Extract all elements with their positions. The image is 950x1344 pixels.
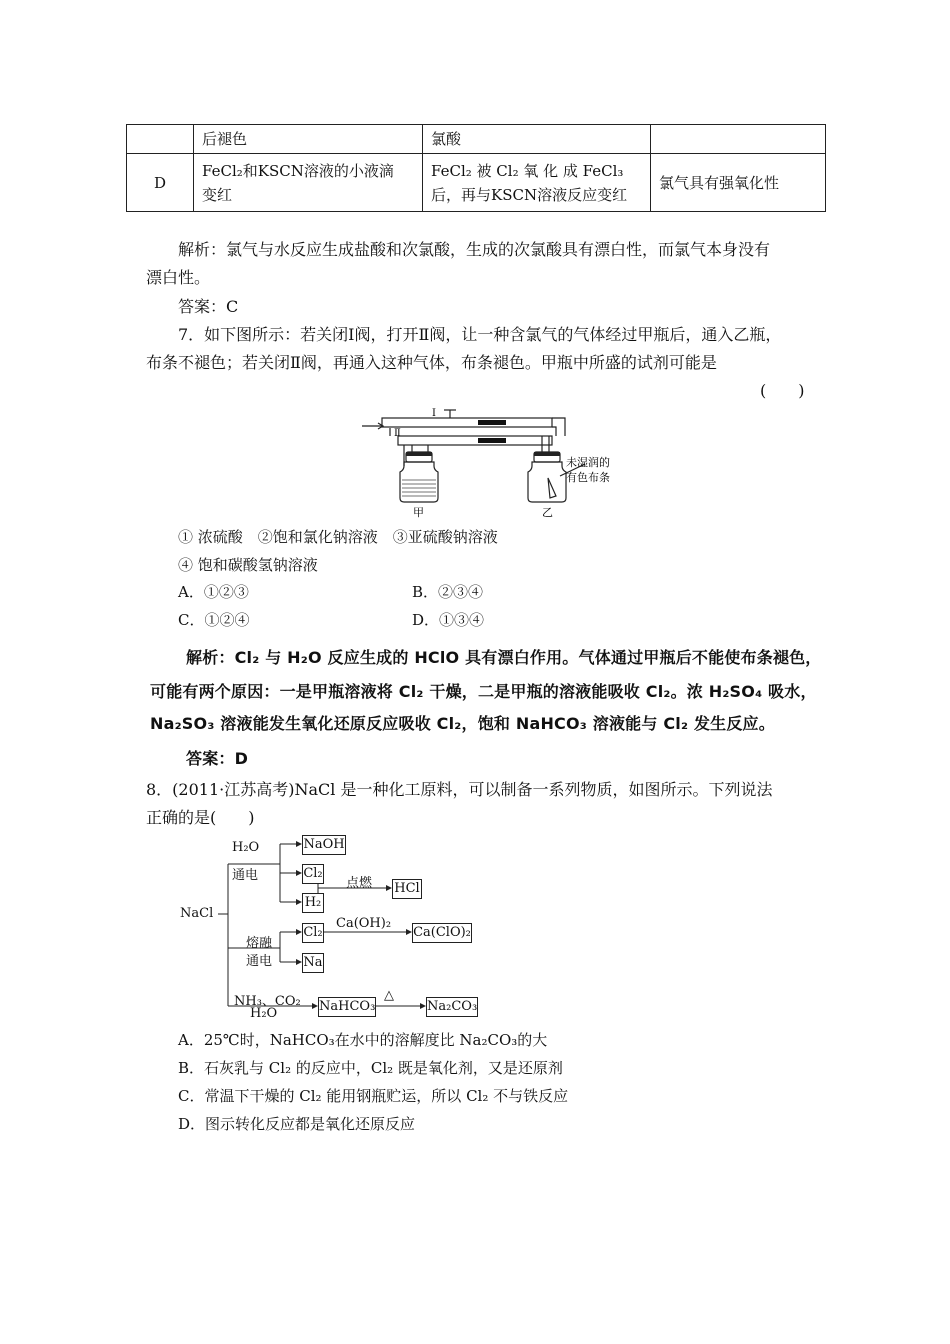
table-cell: 后褪色 [194, 125, 423, 154]
heat-triangle-icon: △ [384, 988, 394, 1003]
q8-stem-line2: 正确的是( ) [146, 808, 255, 827]
cell-line: 变红 [202, 185, 233, 204]
q6-answer: 答案：C [178, 297, 239, 316]
cell-line: FeCl₂和KSCN溶液的小液滴 [202, 161, 394, 180]
q7-analysis-line2: 可能有两个原因：一是甲瓶溶液将 Cl₂ 干燥，二是甲瓶的溶液能吸收 Cl₂。浓 H₂SO₄ 吸水， [150, 682, 817, 701]
table-cell [651, 125, 826, 154]
bottle-b [528, 462, 566, 502]
cl2-box: Cl₂ [302, 864, 324, 884]
tube-connector [478, 438, 506, 443]
q6-analysis-line1: 解析：氯气与水反应生成盐酸和次氯酸，生成的次氯酸具有漂白性，而氯气本身没有 [178, 240, 771, 259]
table-cell [194, 154, 423, 212]
colored-cloth-strip [548, 478, 556, 498]
nahco3-box: NaHCO₃ [318, 997, 376, 1017]
q7-stem-line1: 7．如下图所示：若关闭Ⅰ阀，打开Ⅱ阀，让一种含氯气的气体经过甲瓶后，通入乙瓶， [178, 325, 782, 344]
nacl-flow-diagram [170, 830, 490, 1020]
table-row [127, 154, 826, 212]
q7-choices-line1: ① 浓硫酸 ②饱和氯化钠溶液 ③亚硫酸钠溶液 [178, 528, 498, 546]
q7-stem-line2: 布条不褪色；若关闭Ⅱ阀，再通入这种气体，布条褪色。甲瓶中所盛的试剂可能是 [146, 353, 717, 372]
cell-line: 后，再与KSCN溶液反应变红 [431, 185, 628, 204]
q6-analysis-line2: 漂白性。 [146, 268, 211, 287]
q7-answer: 答案：D [186, 749, 249, 768]
tube-bend-inner [552, 427, 556, 436]
q7-answer-blank: ( ) [760, 381, 805, 400]
cell-line: FeCl₂ 被 Cl₂ 氧 化 成 FeCl₃ [431, 161, 624, 180]
caoh2-label: Ca(OH)₂ [336, 916, 392, 931]
valve-1-label: Ⅰ [432, 408, 436, 419]
table-cell: 氯气具有强氧化性 [651, 154, 826, 212]
q8-option-d: D．图示转化反应都是氧化还原反应 [178, 1115, 416, 1133]
bottle-a-neck [406, 452, 432, 456]
cloth-label-line2: 有色布条 [566, 471, 610, 484]
cl2b-box: Cl₂ [302, 923, 324, 943]
q7-option-a: A．①②③ [178, 583, 249, 601]
tongdian2-label: 通电 [246, 954, 273, 969]
caclo2-box: Ca(ClO)₂ [412, 923, 472, 943]
tube-connector [478, 420, 506, 425]
bottle-b-neck [534, 452, 560, 456]
table-cell: D [127, 154, 194, 212]
h2o2-label: H₂O [250, 1006, 278, 1021]
q7-choices-line2: ④ 饱和碳酸氢钠溶液 [178, 556, 318, 574]
table-row [127, 125, 826, 154]
na2co3-box: Na₂CO₃ [426, 997, 478, 1017]
q7-option-d: D．①③④ [412, 611, 485, 629]
table-cell [423, 154, 651, 212]
tongdian-label: 通电 [232, 868, 259, 883]
q8-option-c: C．常温下干燥的 Cl₂ 能用钢瓶贮运，所以 Cl₂ 不与铁反应 [178, 1087, 569, 1105]
q7-analysis-line1: 解析：Cl₂ 与 H₂O 反应生成的 HClO 具有漂白作用。气体通过甲瓶后不能使布条褪色， [186, 648, 822, 667]
table-cell: 氯酸 [423, 125, 651, 154]
answer-table [126, 124, 826, 212]
gas-apparatus-figure [360, 406, 630, 518]
q7-option-c: C．①②④ [178, 611, 250, 629]
q7-option-b: B．②③④ [412, 583, 484, 601]
nh3co2-label: NH₃、CO₂ [234, 994, 301, 1009]
q8-option-a: A．25℃时，NaHCO₃在水中的溶解度比 Na₂CO₃的大 [178, 1031, 548, 1049]
q8-stem-line1: 8．(2011·江苏高考)NaCl 是一种化工原料，可以制备一系列物质，如图所示。下列说法 [146, 780, 773, 799]
naoh-box: NaOH [302, 835, 346, 855]
h2o-label: H₂O [232, 840, 260, 855]
nacl-label: NaCl [180, 906, 214, 921]
q8-option-b: B．石灰乳与 Cl₂ 的反应中，Cl₂ 既是氧化剂，又是还原剂 [178, 1059, 563, 1077]
dianran-label: 点燃 [346, 876, 373, 891]
bottle-b-label: 乙 [542, 506, 553, 518]
lower-tube [398, 436, 552, 445]
cloth-label-line1: 未湿润的 [566, 456, 610, 469]
h2-box: H₂ [302, 893, 324, 913]
table-cell [127, 125, 194, 154]
bottle-a-label: 甲 [413, 506, 424, 518]
ronrong-label: 熔融 [246, 936, 273, 951]
q7-analysis-line3: Na₂SO₃ 溶液能发生氧化还原反应吸收 Cl₂，饱和 NaHCO₃ 溶液能与 Cl₂ 发生反应。 [150, 714, 775, 733]
na-box: Na [302, 953, 324, 973]
top-tube [382, 418, 552, 427]
hcl-box: HCl [392, 879, 422, 899]
valve-2-label: Ⅱ [394, 428, 401, 439]
